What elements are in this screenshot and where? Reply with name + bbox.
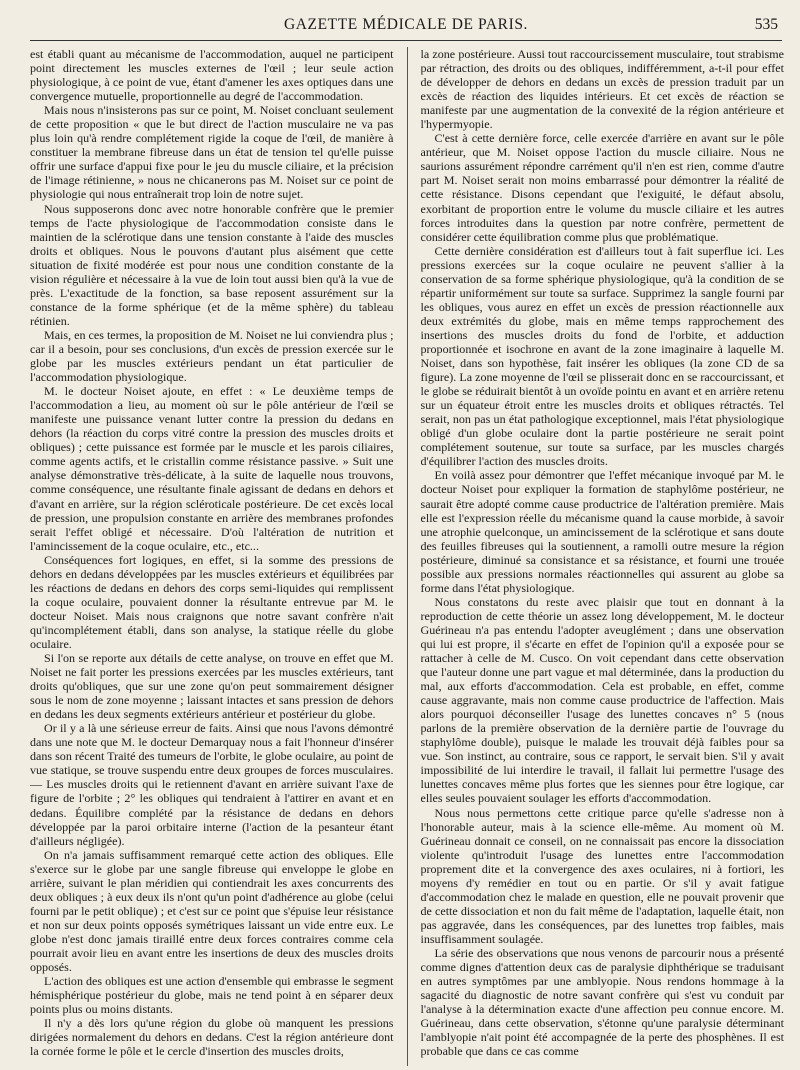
paragraph: est établi quant au mécanisme de l'accommodation, auquel ne participent point directement les muscles externes de l'œil ; leur seule action physiologique, à ce point de vue, étant d'amener les axes optiques dans une convergence mutuelle, proportionnelle au degré de l'accommodation. xyxy=(30,47,394,104)
paragraph: Si l'on se reporte aux détails de cette analyse, on trouve en effet que M. Noiset ne fait porter les pressions exercées par les muscles extérieurs, tant droits qu'obliques, que sur une zone qu'on peut sommairement désigner sous le nom de zone moyenne ; laissant intactes et sans pression de dehors en dedans les deux segments extérieurs antérieur et postérieur du globe. xyxy=(30,651,394,722)
paragraph: M. le docteur Noiset ajoute, en effet : « Le deuxième temps de l'accommodation a lieu, au moment où sur le pôle antérieur de l'œil se manifeste une puissance venant lutter contre la pression du dedans en dehors (la réaction du corps vitré contre la pression des muscles droits et obliques) ; cette puissance est formée par le muscle et les parois ciliaires, comme agents actifs, et le cristallin comme résistance passive. » Suit une analyse démonstrative très-délicate, à la suite de laquelle nous trouvons, comme conséquence, une résultante finale agissant de dedans en dehors et d'avant en arrière, sur la région scléroticale postérieure. De cet excès local de pression, une propulsion constante en arrière des membranes profondes serait l'effet obligé et nécessaire. D'où l'altération de nutrition et l'amincissement de la coque oculaire, etc., etc... xyxy=(30,384,394,553)
paragraph: On n'a jamais suffisamment remarqué cette action des obliques. Elle s'exerce sur le globe par une sangle fibreuse qui enveloppe le globe en arrière, suivant le plan méridien qui contiendrait les axes concurrents des deux obliques ; à eux deux ils n'ont qu'un point d'adhérence au globe (celui fourni par le petit oblique) ; et c'est sur ce point que s'épuise leur résistance et non sur deux points opposés symétriques laissant un vide entre eux. Le globe n'est donc jamais tiraillé entre deux forces contraires comme cela pourrait avoir lieu en avant entre les insertions de deux des muscles droits opposés. xyxy=(30,847,394,975)
article-body xyxy=(30,47,784,1066)
left-column xyxy=(30,47,394,1066)
paragraph: Or il y a là une sérieuse erreur de faits. Ainsi que nous l'avons démontré dans une note que M. le docteur Demarquay nous a fait l'honneur d'insérer dans son récent Traité des tumeurs de l'orbite, le globe oculaire, au point de vue statique, se trouve suspendu entre deux groupes de forces musculaires. — Les muscles droits qui le retiennent d'avant en arrière suivant l'axe de figure de l'orbite ; 2° les obliques qui tendraient à l'attirer en avant et en dedans. Équilibre complété par la résistance de dedans en dehors développée par la paroi orbitaire interne (l'action de la pesanteur étant d'ailleurs négligée). xyxy=(30,721,394,848)
paragraph: Nous constatons du reste avec plaisir que tout en donnant à la reproduction de cette théorie un assez long développement, M. le docteur Guérineau n'a pas entendu l'adopter aveuglément ; dans une observation qui lui est propre, il s'écarte en effet de l'opinion qu'il a exposée pour se rattacher à celle de M. Cusco. On voit cependant dans cette observation que l'auteur donne une part vague et mal déterminée, dans la production du mal, aux efforts d'accommodation. Cela est probable, en effet, comme cause aggravante, mais non comme cause productrice de l'affection. Mais alors pourquoi déconseiller l'usage des lunettes concaves n° 5 (nous parlons de la première observation de la dernière partie de l'ouvrage du staphylôme double), puisque le malade les trouvait déjà faibles pour sa vue. Son instinct, au contraire, sous ce rapport, le servait bien. S'il y avait impossibilité de lui interdire le travail, il fallait lui permettre l'usage des lunettes concaves même plus fortes que les siennes pour être logique, car elles seules pouvaient soulager les efforts d'accommodation. xyxy=(420,594,784,806)
paragraph: Cette dernière considération est d'ailleurs tout à fait superflue ici. Les pressions exercées sur la coque oculaire ne peuvent s'allier à la conservation de sa forme sphérique physiologique, qu'à la condition de se répartir uniformément sur toute sa surface. Supprimez la sangle fourni par les obliques, vous aurez en effet un excès de pression réactionnelle aux deux extrémités du globe, mais en même temps rapprochement des insertions des muscles droits du fond de l'orbite, et adduction proportionnée et isochrone en avant de la zone imaginaire à laquelle M. Noiset, dans son hypothèse, fait insérer les obliques (la zone CD de sa figure). La zone moyenne de l'œil se plisserait donc en se raccourcissant, et le globe se réduirait bientôt à un ovoïde pointu en avant et en arrière retenu sur un équateur étroit entre les muscles droits et obliques rétractés. Tel serait, non pas un état pathologique exceptionnel, mais l'état physiologique obligé d'un globe oculaire dont la partie postérieure ne serait point complétement soutenue, sur toute sa surface, par les muscles chargés d'équilibrer l'action des muscles droits. xyxy=(420,243,784,469)
right-column xyxy=(421,47,785,1066)
paragraph: la zone postérieure. Aussi tout raccourcissement musculaire, tout strabisme par rétraction, des droits ou des obliques, indifféremment, a-t-il pour effet de développer de dehors en dedans un excès de pression traduit par un excès de réaction des liquides intérieurs. Et cet excès de réaction se manifeste par une augmentation de la convexité de la région antérieure et l'hypermyopie. xyxy=(420,47,784,132)
paragraph: Mais, en ces termes, la proposition de M. Noiset ne lui conviendra plus ; car il a besoin, pour ses conclusions, d'un excès de pression exercée sur le globe par les muscles extérieurs pendant un état particulier de l'accommodation physiologique. xyxy=(30,327,394,385)
journal-title: GAZETTE MÉDICALE DE PARIS. xyxy=(283,16,529,33)
paragraph: Conséquences fort logiques, en effet, si la somme des pressions de dehors en dedans développées par les muscles extérieurs et équilibrées par les réactions de dedans en dehors des corps semi-liquides qui remplissent la coque oculaire, pouvaient donner la résultante entrevue par M. le docteur Noiset. Mais nous craignons que notre savant confrère n'ait qu'incomplétement établi, dans son analyse, la statique réelle du globe oculaire. xyxy=(30,552,394,651)
page-header xyxy=(30,14,782,41)
page-number: 535 xyxy=(754,16,778,33)
paragraph: Il n'y a dès lors qu'une région du globe où manquent les pressions dirigées normalement du dehors en dedans. C'est la région antérieure dont la cornée forme le pôle et le cercle d'insertion des muscles droits, xyxy=(30,1016,394,1059)
paragraph: Mais nous n'insisterons pas sur ce point, M. Noiset concluant seulement de cette proposition « que le but direct de l'action musculaire ne va pas plus loin qu'à rendre complétement rigide la coque de l'œil, de manière à constituer la membrane fibreuse dans un état de tension tel qu'elle puisse offrir une surface d'appui fixe pour le jeu du muscle ciliaire, et la précision de l'image rétinienne, » nous ne chicanerons pas M. Noiset sur ce point de physiologie qui nous entraînerait trop loin de notre sujet. xyxy=(30,103,394,202)
paragraph: L'action des obliques est une action d'ensemble qui embrasse le segment hémisphérique postérieur du globe, mais ne tend point à en séparer deux points plus ou moins distants. xyxy=(30,974,394,1017)
paragraph: En voilà assez pour démontrer que l'effet mécanique invoqué par M. le docteur Noiset pour expliquer la formation de staphylôme postérieur, ne saurait être adopté comme cause productrice de l'altération première. Mais elle est l'expression réelle du mécanisme quand la cause morbide, à savoir une atrophie quelconque, un amincissement de la sclérotique et sans doute des feuilles fibreuses qui la soutiennent, a ramolli outre mesure la région postérieure, diminué sa consistance et sa résistance, et fourni une trouée possible aux pressions normales réactionnelles qui assurent au globe sa forme dans l'état physiologique. xyxy=(420,468,784,595)
paragraph: Nous supposerons donc avec notre honorable confrère que le premier temps de l'acte physiologique de l'accommodation consiste dans le maintien de la sclérotique dans une tension constante à l'aide des muscles droits et obliques. Nous le pouvons d'autant plus aisément que cette situation de fixité modérée est pour nous une condition constante de la vision régulière et nécessaire à la vue de loin tout aussi bien qu'à la vue de près. L'exactitude de la fonction, sa base reposent assurément sur la constance de la forme sphérique (et de la même sphère) du tableau rétinien. xyxy=(30,201,394,328)
paragraph: Nous nous permettons cette critique parce qu'elle s'adresse non à l'honorable auteur, mais à la science elle-même. Au moment où M. Guérineau donnait ce conseil, on ne connaissait pas encore la dissociation violente qu'introduit l'usage des lunettes entre l'accommodation proprement dite et la convergence des axes oculaires, ni à fortiori, les moyens d'y remédier en tout ou en partie. Or s'il y avait fatigue d'accommodation chez le malade en question, elle ne pouvait provenir que de cette dissociation et non du fait même de l'adaptation, laquelle était, non pas aggravée, dans les conséquences, par des lunettes trop faibles, mais insuffisamment soulagée. xyxy=(420,805,784,946)
paragraph: La série des observations que nous venons de parcourir nous a présenté comme dignes d'attention deux cas de paralysie diphthérique se traduisant en autres symptômes par une amblyopie. Nous rendons hommage à la sagacité du diagnostic de notre savant confrère qui s'est vu conduit par l'analyse à la détermination exacte d'une affection peu connue encore. M. Guérineau, dans cette observation, s'étonne qu'une paralysie déterminant l'amblyopie n'ait point été accompagnée de la perte des phosphènes. Il est probable que dans ce cas comme xyxy=(420,946,784,1059)
column-divider xyxy=(407,47,408,1066)
paragraph: C'est à cette dernière force, celle exercée d'arrière en avant sur le pôle antérieur, que M. Noiset oppose l'action du muscle ciliaire. Nous ne saurions assurément répondre carrément qu'il n'en est rien, comme d'autre part M. Noiset serait non moins embarrassé pour démontrer la réalité de cette résistance. Disons cependant que l'exiguité, le défaut absolu, exorbitant de proportion entre le volume du muscle ciliaire et les autres forces introduites dans la question par notre confrère, permettent de considérer cette équilibration comme plus que problématique. xyxy=(420,131,784,244)
